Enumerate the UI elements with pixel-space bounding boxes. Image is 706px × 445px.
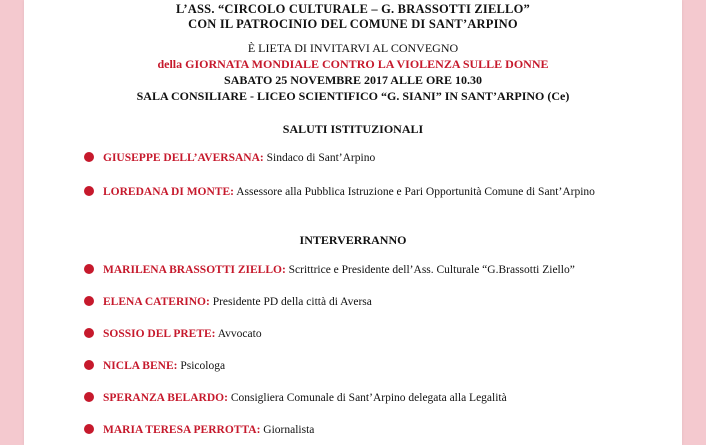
list-item [84, 186, 684, 198]
speaker-name: MARIA TERESA PERROTTA: [103, 424, 261, 436]
list-item [84, 328, 684, 340]
list-item [84, 392, 684, 404]
speaker-role: Scrittrice e Presidente dell’Ass. Culturale “G.Brassotti Ziello” [288, 264, 575, 276]
speaker-name: MARILENA BRASSOTTI ZIELLO: [103, 264, 286, 276]
speaker-name: SPERANZA BELARDO: [103, 392, 228, 404]
patronage-line: CON IL PATROCINIO DEL COMUNE DI SANT’ARPINO [188, 17, 518, 31]
event-venue: SALA CONSILIARE - LICEO SCIENTIFICO “G. SIANI” IN SANT’ARPINO (Ce) [136, 89, 570, 103]
bullet-icon [84, 328, 94, 338]
list-item [84, 264, 684, 276]
speaker-role: Assessore alla Pubblica Istruzione e Pari Opportunità Comune di Sant’Arpino [236, 186, 595, 198]
list-item [84, 152, 684, 164]
association-title: L’ASS. “CIRCOLO CULTURALE – G. BRASSOTTI ZIELLO” [176, 2, 530, 16]
bullet-icon [84, 392, 94, 402]
list-item [84, 360, 684, 372]
speaker-name: LOREDANA DI MONTE: [103, 186, 234, 198]
list-item [84, 296, 684, 308]
bullet-icon [84, 296, 94, 306]
list-item [84, 424, 684, 436]
speaker-name: SOSSIO DEL PRETE: [103, 328, 216, 340]
bullet-icon [84, 264, 94, 274]
bullet-icon [84, 424, 94, 434]
speaker-role: Sindaco di Sant’Arpino [266, 152, 376, 164]
speaker-role: Avvocato [217, 328, 262, 340]
event-date: SABATO 25 NOVEMBRE 2017 ALLE ORE 10.30 [224, 73, 482, 87]
speaker-role: Giornalista [263, 424, 315, 436]
event-title: della GIORNATA MONDIALE CONTRO LA VIOLENZA SULLE DONNE [157, 57, 549, 71]
speaker-name: GIUSEPPE DELL’AVERSANA: [103, 152, 264, 164]
speaker-name: ELENA CATERINO: [103, 296, 210, 308]
bullet-icon [84, 360, 94, 370]
invitation-line: È LIETA DI INVITARVI AL CONVEGNO [247, 41, 459, 55]
speaker-role: Psicologa [180, 360, 226, 372]
bullet-icon [84, 152, 94, 162]
bullet-icon [84, 186, 94, 196]
invitation-document [24, 0, 682, 445]
speaker-role: Presidente PD della città di Aversa [212, 296, 372, 308]
speaker-name: NICLA BENE: [103, 360, 178, 372]
section-title-saluti: SALUTI ISTITUZIONALI [282, 122, 424, 136]
speaker-role: Consigliera Comunale di Sant’Arpino delegata alla Legalità [230, 392, 507, 404]
section-title-interventi: INTERVERRANNO [299, 233, 407, 247]
